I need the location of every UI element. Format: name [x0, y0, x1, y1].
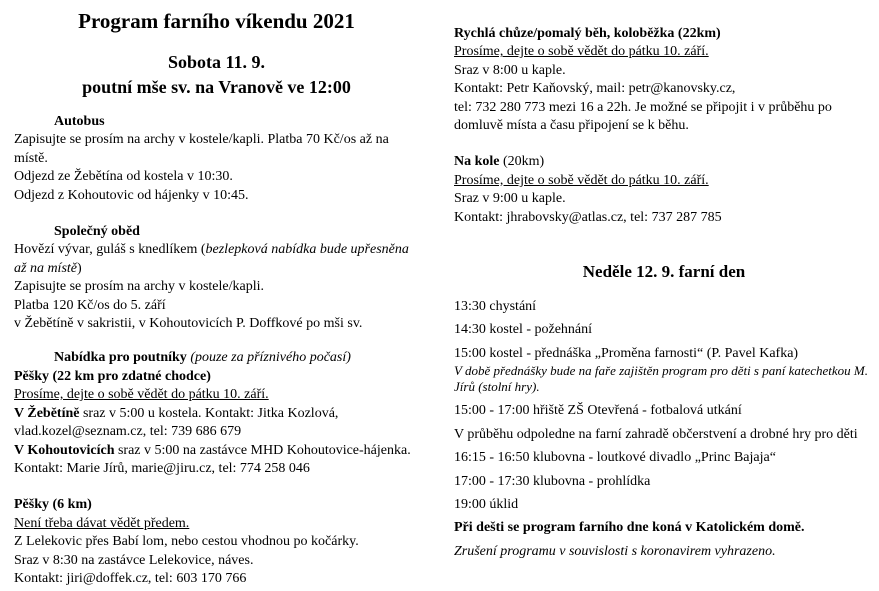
schedule-item: 19:00 úklid	[454, 496, 519, 512]
run-heading: Rychlá chůze/pomalý běh, koloběžka (22km)	[454, 26, 721, 41]
page-title: Program farního víkendu 2021	[78, 9, 355, 33]
bus-line: Zapisujte se prosím na archy v kostele/kapli. Platba 70 Kč/os až na místě.	[14, 132, 389, 166]
bus-line: Odjezd z Kohoutovic od hájenky v 10:45.	[14, 187, 249, 203]
sunday-heading: Neděle 12. 9. farní den	[582, 262, 746, 282]
bike-note: Prosíme, dejte o sobě vědět do pátku 10. září.	[454, 172, 709, 188]
saturday-subheading: poutní mše sv. na Vranově ve 12:00	[82, 77, 351, 97]
run-line: Sraz v 8:00 u kaple.	[454, 62, 566, 78]
schedule-item: 14:30 kostel - požehnání	[454, 322, 593, 338]
lecture-note: V době přednášky bude na faře zajištěn program pro děti s paní katechetkou M. Jírů (stolní hry).	[454, 363, 869, 395]
walk22-note: Prosíme, dejte o sobě vědět do pátku 10. září.	[14, 387, 269, 403]
schedule-item: 15:00 kostel - přednáška „Proměna farnosti“ (P. Pavel Kafka)	[454, 345, 799, 361]
bike-line: Kontakt: jhrabovsky@atlas.cz, tel: 737 287 785	[454, 209, 722, 225]
schedule-item: 16:15 - 16:50 klubovna - loutkové divadlo „Princ Bajaja“	[454, 450, 776, 466]
sunday-schedule	[454, 298, 874, 561]
schedule-item: 15:00 - 17:00 hřiště ZŠ Otevřená - fotbalová utkání	[454, 403, 742, 419]
schedule-item: V průběhu odpoledne na farní zahradě občerstvení a drobné hry pro děti	[454, 426, 858, 442]
lunch-menu: Hovězí vývar, guláš s knedlíkem (bezlepková nabídka bude upřesněna až na místě)	[14, 242, 409, 276]
lunch-section	[14, 223, 419, 333]
bus-section	[14, 113, 419, 205]
lunch-line: v Žebětíně v sakristii, v Kohoutovicích P. Doffkové po mši sv.	[14, 316, 363, 332]
run-line: Kontakt: Petr Kaňovský, mail: petr@kanovsky.cz,	[454, 81, 736, 97]
walk6-note: Není třeba dávat vědět předem.	[14, 515, 190, 531]
walk22-kohoutovice: V Kohoutovicích sraz v 5:00 na zastávce MHD Kohoutovice-hájenka. Kontakt: Marie Jírů, marie@jiru.cz, tel: 774 258 046	[14, 442, 411, 476]
rain-note: Při dešti se program farního dne koná v Katolickém domě.	[454, 520, 805, 536]
walk6-line: Sraz v 8:30 na zastávce Lelekovice, náves.	[14, 552, 254, 568]
run-line: tel: 732 280 773 mezi 16 a 22h. Je možné se připojit i v průběhu po domluvě místa a času připojení se k běhu.	[454, 99, 832, 134]
schedule-item: 13:30 chystání	[454, 299, 537, 315]
left-column	[14, 0, 419, 588]
walk22-zebetin: V Žebětíně sraz v 5:00 u kostela. Kontakt: Jitka Kozlová, vlad.kozel@seznam.cz, tel: 739 686 679	[14, 405, 339, 440]
walk6-line: Z Lelekovic přes Babí lom, nebo cestou vhodnou po kočárky.	[14, 534, 359, 550]
cancel-note: Zrušení programu v souvislosti s koronavirem vyhrazeno.	[454, 543, 776, 559]
run-note: Prosíme, dejte o sobě vědět do pátku 10. září.	[454, 44, 709, 60]
lunch-line: Platba 120 Kč/os do 5. září	[14, 297, 166, 313]
lunch-heading: Společný oběd	[54, 224, 140, 240]
pilgrims-section	[14, 349, 419, 588]
saturday-heading: Sobota 11. 9.	[167, 52, 266, 72]
schedule-item: 17:00 - 17:30 klubovna - prohlídka	[454, 473, 651, 489]
run-section	[454, 25, 874, 135]
pilgrims-heading: Nabídka pro poutníky (pouze za příznivého počasí)	[54, 350, 351, 366]
bike-line: Sraz v 9:00 u kaple.	[454, 191, 566, 207]
bus-heading: Autobus	[54, 114, 105, 129]
walk6-heading: Pěšky (6 km)	[14, 497, 92, 513]
bike-section	[454, 153, 874, 227]
right-column	[454, 0, 874, 561]
walk6-line: Kontakt: jiri@doffek.cz, tel: 603 170 766	[14, 570, 247, 586]
bus-line: Odjezd ze Žebětína od kostela v 10:30.	[14, 169, 233, 185]
lunch-line: Zapisujte se prosím na archy v kostele/kapli.	[14, 279, 264, 295]
bike-heading: Na kole (20km)	[454, 154, 545, 170]
walk22-heading: Pěšky (22 km pro zdatné chodce)	[14, 368, 211, 384]
